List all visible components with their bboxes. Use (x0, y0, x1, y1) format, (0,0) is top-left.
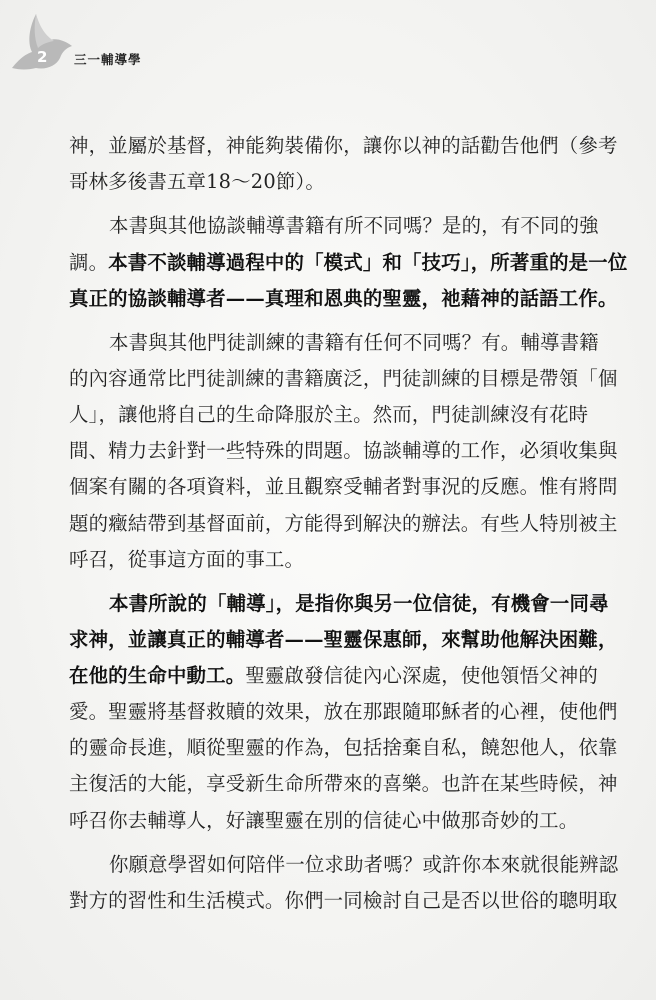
text-line (69, 469, 618, 505)
paragraph (69, 208, 628, 316)
paragraph-gap (69, 200, 589, 208)
text-segment: 哥林多後書五章18～20節）。 (69, 170, 325, 194)
emphasized-text: 本書不談輔導過程中的「模式」和「技巧」，所著重的是一位 (108, 250, 628, 274)
paragraph (69, 586, 618, 839)
text-line (69, 164, 589, 200)
text-segment: 呼召，從事這方面的事工。 (69, 547, 305, 571)
paragraph-gap (69, 578, 589, 586)
text-segment: 的靈命長進，順從聖靈的作為，包括捨棄自私，饒恕他人，依靠 (69, 736, 618, 760)
paragraph (69, 325, 618, 578)
text-line (69, 694, 618, 730)
text-segment: 題的癥結帶到基督面前，方能得到解決的辦法。有些人特別被主 (69, 511, 618, 535)
text-line (69, 506, 618, 542)
text-line (69, 803, 589, 839)
text-line (69, 361, 618, 397)
text-segment: 間、精力去針對一些特殊的問題。協談輔導的工作，必須收集與 (69, 439, 618, 463)
text-line (69, 128, 618, 164)
emphasized-text: 真正的協談輔導者——真理和恩典的聖靈，祂藉神的話語工作。 (69, 286, 618, 310)
text-segment: 你願意學習如何陪伴一位求助者嗎？或許你本來就很能辨認 (109, 852, 619, 876)
text-segment: 本書與其他協談輔導書籍有所不同嗎？是的，有不同的強 (109, 214, 599, 238)
text-line (69, 586, 609, 622)
paragraph-gap (69, 317, 589, 325)
body-text (69, 128, 628, 919)
text-line (69, 208, 599, 244)
text-line (69, 847, 619, 883)
text-line (69, 325, 599, 361)
emphasized-text: 本書所說的「輔導」，是指你與另一位信徒，有機會一同尋 (109, 592, 609, 616)
text-line (69, 730, 618, 766)
text-line (69, 397, 589, 433)
text-line (69, 883, 618, 919)
text-segment: 對方的習性和生活模式。你們一同檢討自己是否以世俗的聰明取 (69, 889, 618, 913)
emphasized-text: 在他的生命中動工。 (69, 664, 246, 688)
paragraph (69, 128, 618, 200)
text-segment: 聖靈啟發信徒內心深處，使他領悟父神的 (245, 664, 598, 688)
text-segment: 人」，讓他將自己的生命降服於主。然而，門徒訓練沒有花時 (69, 403, 589, 427)
text-line (69, 622, 618, 658)
text-segment: 調。 (69, 250, 109, 274)
text-segment: 主復活的大能，享受新生命所帶來的喜樂。也許在某些時候，神 (69, 772, 618, 796)
text-line (69, 542, 589, 578)
text-line (69, 658, 598, 694)
text-line (69, 766, 618, 802)
paragraph (69, 847, 619, 919)
text-segment: 愛。聖靈將基督救贖的效果，放在那跟隨耶穌者的心裡，使他們 (69, 700, 618, 724)
page-number: 2 (37, 48, 48, 66)
text-line (69, 433, 618, 469)
text-segment: 本書與其他門徒訓練的書籍有任何不同嗎？有。輔導書籍 (109, 331, 599, 355)
text-line (69, 245, 628, 281)
running-head-title: 三一輔導學 (74, 52, 142, 67)
text-segment: 神，並屬於基督，神能夠裝備你，讓你以神的話勸告他們（參考 (69, 134, 618, 157)
dove-icon (6, 8, 76, 78)
emphasized-text: 求神，並讓真正的輔導者——聖靈保惠師，來幫助他解決困難， (69, 628, 618, 652)
text-segment: 的內容通常比門徒訓練的書籍廣泛，門徒訓練的目標是帶領「個 (69, 367, 618, 391)
text-segment: 個案有關的各項資料，並且觀察受輔者對事況的反應。惟有將問 (69, 475, 618, 499)
text-segment: 呼召你去輔導人，好讓聖靈在別的信徒心中做那奇妙的工。 (69, 808, 579, 832)
paragraph-gap (69, 839, 589, 847)
text-line (69, 281, 618, 317)
